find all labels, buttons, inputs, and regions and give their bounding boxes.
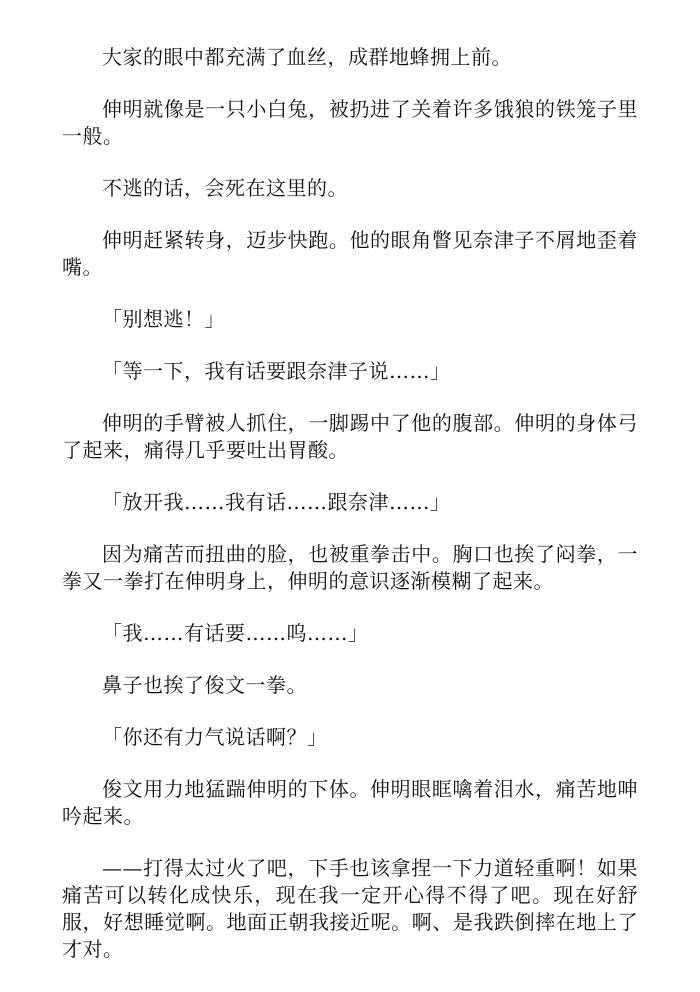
paragraph: 伸明赶紧转身，迈步快跑。他的眼角瞥见奈津子不屑地歪着嘴。 (62, 228, 638, 279)
paragraph: 伸明的手臂被人抓住，一脚踢中了他的腹部。伸明的身体弓了起来，痛得几乎要吐出胃酸。 (62, 411, 638, 462)
dialog-line: 「我……有话要……呜……」 (102, 621, 369, 645)
paragraph: 不逃的话，会死在这里的。 (102, 176, 348, 200)
paragraph: 鼻子也挨了俊文一拳。 (102, 673, 307, 697)
paragraph: 大家的眼中都充满了血丝，成群地蜂拥上前。 (102, 45, 512, 69)
paragraph: ——打得太过火了吧，下手也该拿捏一下力道轻重啊！如果痛苦可以转化成快乐，现在我一定开心得不得了吧。现在好舒服，好想睡觉啊。地面正朝我接近呢。啊、是我跌倒摔在地上了才对。 (62, 856, 638, 961)
paragraph: 伸明就像是一只小白兔，被扔进了关着许多饿狼的铁笼子里一般。 (62, 97, 638, 148)
paragraph: 俊文用力地猛踹伸明的下体。伸明眼眶噙着泪水，痛苦地呻吟起来。 (62, 777, 638, 828)
paragraph: 因为痛苦而扭曲的脸，也被重拳击中。胸口也挨了闷拳，一拳又一拳打在伸明身上，伸明的意识逐渐模糊了起来。 (62, 542, 638, 593)
dialog-line: 「放开我……我有话……跟奈津……」 (102, 490, 451, 514)
dialog-line: 「你还有力气说话啊？」 (102, 725, 328, 749)
document-page (62, 44, 638, 988)
dialog-line: 「别想逃！」 (102, 307, 225, 331)
dialog-line: 「等一下，我有话要跟奈津子说……」 (102, 359, 451, 383)
